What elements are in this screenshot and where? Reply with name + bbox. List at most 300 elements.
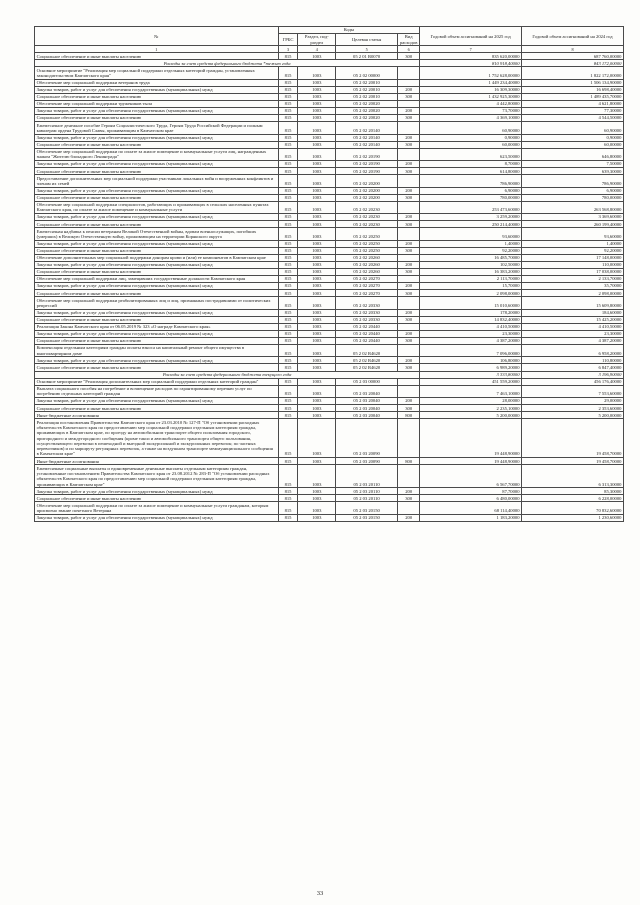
- row-name: Обеспечение мер социальной поддержки лиц, замещавших государственные должности Камчатского края: [35, 276, 279, 283]
- table-row: [35, 93, 624, 100]
- code-razdel: 1003: [298, 148, 336, 160]
- code-grbs: 815: [278, 148, 298, 160]
- code-target: 05 2 02 R4620: [336, 357, 398, 364]
- code-expense-type: [398, 67, 420, 79]
- amount-2025: 60,00000: [420, 141, 522, 148]
- amount-2025: 16 485,70000: [420, 254, 522, 261]
- amount-2024: 7 553,60000: [522, 385, 624, 397]
- code-target: 05 2 02 20270: [336, 276, 398, 283]
- code-target: 05 2 02 20010: [336, 79, 398, 86]
- amount-2024: 23,30000: [522, 330, 624, 337]
- table-row: [35, 419, 624, 458]
- amount-2024: 780,00000: [522, 194, 624, 201]
- amount-2024: 70 832,60000: [522, 502, 624, 514]
- table-row: [35, 254, 624, 261]
- amount-2024: 184,60000: [522, 309, 624, 316]
- code-expense-type: 300: [398, 268, 420, 275]
- table-row: [35, 67, 624, 79]
- code-razdel: 1003: [298, 357, 336, 364]
- code-grbs: 815: [278, 330, 298, 337]
- amount-2024: 1 230,60000: [522, 514, 624, 521]
- code-grbs: 815: [278, 458, 298, 465]
- code-razdel: 1003: [298, 115, 336, 122]
- row-name: Социальное обеспечение и иные выплаты населению: [35, 93, 279, 100]
- code-expense-type: [398, 254, 420, 261]
- header-vr: Вид расходов: [398, 34, 420, 46]
- code-razdel: 1003: [298, 175, 336, 187]
- code-razdel: 1003: [298, 79, 336, 86]
- code-razdel: 1003: [298, 502, 336, 514]
- code-grbs: 815: [278, 502, 298, 514]
- table-row: [35, 309, 624, 316]
- table-row: [35, 175, 624, 187]
- code-grbs: 815: [278, 134, 298, 141]
- code-grbs: 815: [278, 86, 298, 93]
- code-expense-type: [398, 228, 420, 240]
- code-target: 05 2 03 20090: [336, 458, 398, 465]
- row-name: Основное мероприятие "Реализация дополнительных мер социальной поддержки отдельных категорий граждан": [35, 378, 279, 385]
- amount-2024: 17 148,00000: [522, 254, 624, 261]
- amount-2024: 19 458,70000: [522, 419, 624, 458]
- code-grbs: 815: [278, 141, 298, 148]
- amount-2025: 4 369,10000: [420, 115, 522, 122]
- code-expense-type: 200: [398, 240, 420, 247]
- amount-2024: 60,00000: [522, 141, 624, 148]
- amount-2024: 2 353,60000: [522, 405, 624, 412]
- code-target: 05 2 03 20040: [336, 398, 398, 405]
- amount-2025: 6 989,20000: [420, 364, 522, 371]
- row-name: Закупка товаров, работ и услуг для обеспечения государственных (муниципальных) нужд: [35, 261, 279, 268]
- code-target: 05 2 02 20250: [336, 247, 398, 254]
- row-name: Закупка товаров, работ и услуг для обеспечения государственных (муниципальных) нужд: [35, 240, 279, 247]
- row-name: Социальное обеспечение и иные выплаты населению: [35, 221, 279, 228]
- code-target: 05 2 03 20110: [336, 465, 398, 488]
- code-target: 05 2 02 20330: [336, 309, 398, 316]
- amount-2024: 1 489 435,70000: [522, 93, 624, 100]
- code-expense-type: 200: [398, 398, 420, 405]
- code-expense-type: 300: [398, 290, 420, 297]
- row-name: Обеспечение мер социальной поддержки реабилитированных лиц и лиц, признанных пострадавшими от политических репрессий: [35, 297, 279, 309]
- code-expense-type: [398, 345, 420, 357]
- amount-2025: 786,90000: [420, 175, 522, 187]
- code-target: 05 2 02 20020: [336, 107, 398, 114]
- amount-2024: 5 200,00000: [522, 412, 624, 419]
- code-razdel: 1003: [298, 297, 336, 309]
- code-razdel: 1003: [298, 364, 336, 371]
- code-grbs: 815: [278, 405, 298, 412]
- amount-2024: 786,90000: [522, 175, 624, 187]
- code-target: 05 2 02 20200: [336, 187, 398, 194]
- row-name: Реализация постановления Правительства Камчатского края от 23.03.2010 № 127-П "Об установлении расходных обязательств Камчатского края по предоставлению мер социальной поддержки отдельным категориям граждан, проживающих в Камчатском крае, по проезду на автомобильном транспорте общего пользования городского, пригородного и междугородного сообщения (кроме такси и автомобильного транспорта общего пользования, осуществляющего перевозки в пешеходной и выездной экскурсионной и экскурсионных перевозок; по частных перевозчиков) и по маршруту регулярных перевозок, а также на воздушном транспорте межмуниципального сообщения в Камчатском крае": [35, 419, 279, 458]
- amount-2025: 5 200,00000: [420, 412, 522, 419]
- code-expense-type: 200: [398, 161, 420, 168]
- code-target: 05 2 02 20200: [336, 175, 398, 187]
- code-grbs: 815: [278, 261, 298, 268]
- row-name: Закупка товаров, работ и услуг для обеспечения государственных (муниципальных) нужд: [35, 161, 279, 168]
- code-grbs: 815: [278, 214, 298, 221]
- code-expense-type: 200: [398, 214, 420, 221]
- table-row: [35, 107, 624, 114]
- amount-2025: 451 559,20000: [420, 378, 522, 385]
- table-row: [35, 122, 624, 134]
- code-expense-type: [398, 100, 420, 107]
- amount-2025: 614,80000: [420, 168, 522, 175]
- amount-2024: 6 313,30000: [522, 465, 624, 488]
- code-razdel: 1003: [298, 86, 336, 93]
- code-grbs: 815: [278, 168, 298, 175]
- code-grbs: 815: [278, 122, 298, 134]
- code-grbs: 815: [278, 309, 298, 316]
- code-expense-type: 200: [398, 86, 420, 93]
- code-grbs: 815: [278, 221, 298, 228]
- header-cs: Целевая статья: [336, 34, 398, 46]
- table-row: [35, 261, 624, 268]
- code-expense-type: 300: [398, 405, 420, 412]
- row-name: Социальное обеспечение и иные выплаты населению: [35, 141, 279, 148]
- amount-2025: 7 463,10000: [420, 385, 522, 397]
- code-grbs: 815: [278, 228, 298, 240]
- code-grbs: 815: [278, 488, 298, 495]
- row-name: Обеспечение мер социальной поддержки специалистов, работающих и проживающих в сельских населенных пунктах Камчатского края, по оплате за жилое помещение и коммунальные услуги: [35, 201, 279, 213]
- code-razdel: 1003: [298, 309, 336, 316]
- code-razdel: 1003: [298, 276, 336, 283]
- code-razdel: 1003: [298, 405, 336, 412]
- table-row: [35, 148, 624, 160]
- code-grbs: 815: [278, 67, 298, 79]
- amount-2025: 1 432 925,30000: [420, 93, 522, 100]
- row-name: Социальное обеспечение и иные выплаты населению: [35, 495, 279, 502]
- row-name: Социальное обеспечение и иные выплаты населению: [35, 364, 279, 371]
- amount-2025: 0,90000: [420, 134, 522, 141]
- code-grbs: 815: [278, 514, 298, 521]
- amount-2025: 15,70000: [420, 283, 522, 290]
- amount-2025: 2 113,70000: [420, 276, 522, 283]
- amount-2025: 1 183,20000: [420, 514, 522, 521]
- row-name: Обеспечение дополнительных мер социальной поддержки донорам крови и (или) ее компонентов в Камчатском крае: [35, 254, 279, 261]
- amount-2024: 6 228,00000: [522, 495, 624, 502]
- code-razdel: 1003: [298, 107, 336, 114]
- header-grbs: ГРБС: [278, 34, 298, 46]
- amount-2025: 23,30000: [420, 330, 522, 337]
- amount-2025: 3 333,80000: [420, 371, 522, 378]
- code-grbs: 815: [278, 412, 298, 419]
- table-row: [35, 221, 624, 228]
- row-name: Социальное обеспечение и иные выплаты населению: [35, 194, 279, 201]
- code-razdel: 1003: [298, 337, 336, 344]
- code-grbs: 815: [278, 419, 298, 458]
- code-razdel: 1003: [298, 161, 336, 168]
- code-grbs: 815: [278, 316, 298, 323]
- code-grbs: 815: [278, 115, 298, 122]
- code-grbs: 815: [278, 100, 298, 107]
- code-razdel: 1003: [298, 465, 336, 488]
- code-expense-type: [398, 502, 420, 514]
- row-name: Обеспечение мер социальной поддержки тружеников тыла: [35, 100, 279, 107]
- amount-2025: 4 387,20000: [420, 337, 522, 344]
- amount-2024: 639,30000: [522, 168, 624, 175]
- amount-2025: 2 098,00000: [420, 290, 522, 297]
- amount-2024: 1 822 172,00000: [522, 67, 624, 79]
- amount-2025: 16 383,20000: [420, 268, 522, 275]
- code-razdel: 1003: [298, 214, 336, 221]
- table-row: [35, 60, 624, 67]
- header-v2: Годовой объем ассигнований на 2024 год: [522, 27, 624, 46]
- code-target: 05 2 02 R4620: [336, 364, 398, 371]
- code-razdel: 1003: [298, 268, 336, 275]
- code-expense-type: 300: [398, 316, 420, 323]
- row-name: Предоставление дополнительных мер социальной поддержки участникам локальных войн и вооруженных конфликтов и членам их семей: [35, 175, 279, 187]
- table-row: [35, 115, 624, 122]
- code-grbs: 815: [278, 385, 298, 397]
- header-v1: Годовой объем ассигнований на 2025 год: [420, 27, 522, 46]
- amount-2024: 263 568,80000: [522, 201, 624, 213]
- amount-2025: 16 309,30000: [420, 86, 522, 93]
- code-grbs: 815: [278, 345, 298, 357]
- code-grbs: 815: [278, 254, 298, 261]
- table-row: [35, 323, 624, 330]
- code-razdel: 1003: [298, 194, 336, 201]
- amount-2024: 6,90000: [522, 187, 624, 194]
- amount-2025: 6,90000: [420, 187, 522, 194]
- subtotal-label: Расходы за счет средств федерального бюджета *тежит года: [35, 60, 420, 67]
- table-row: [35, 357, 624, 364]
- table-row: [35, 201, 624, 213]
- amount-2024: 85,30000: [522, 488, 624, 495]
- code-target: 05 2 03 20110: [336, 495, 398, 502]
- code-expense-type: [398, 465, 420, 488]
- amount-2024: 77,30000: [522, 107, 624, 114]
- amount-2024: 2 098,00000: [522, 290, 624, 297]
- code-razdel: 1003: [298, 290, 336, 297]
- row-name: Социальное обеспечение и иные выплаты населению: [35, 53, 279, 60]
- row-name: Обеспечение мер социальной поддержки по оплате за жилое помещение и коммунальные услуги гражданам, которым присвоено звание почетного Ветерана: [35, 502, 279, 514]
- code-razdel: 1003: [298, 141, 336, 148]
- code-target: 05 2 03 20150: [336, 502, 398, 514]
- amount-2025: 14 832,40000: [420, 316, 522, 323]
- code-target: 05 2 02 20230: [336, 201, 398, 213]
- code-expense-type: 300: [398, 364, 420, 371]
- code-razdel: 1003: [298, 53, 336, 60]
- row-name: Социальное обеспечение и иные выплаты населению: [35, 268, 279, 275]
- code-target: 05 2 02 20200: [336, 194, 398, 201]
- row-name: Социальное обеспечение и иные выплаты населению: [35, 337, 279, 344]
- amount-2024: 15 425,20000: [522, 316, 624, 323]
- code-target: 05 2 03 20150: [336, 514, 398, 521]
- row-name: Социальное обеспечение и иные выплаты населению: [35, 290, 279, 297]
- amount-2024: 2 133,70000: [522, 276, 624, 283]
- code-razdel: 1003: [298, 240, 336, 247]
- code-razdel: 1003: [298, 419, 336, 458]
- code-grbs: 815: [278, 297, 298, 309]
- budget-table: [34, 26, 624, 522]
- code-expense-type: 300: [398, 53, 420, 60]
- row-name: Реализация Закона Камчатского края от 06.05.2019 № 323 «О награде Камчатского края»: [35, 323, 279, 330]
- code-razdel: 1003: [298, 134, 336, 141]
- table-row: [35, 495, 624, 502]
- table-row: [35, 514, 624, 521]
- code-target: 05 2 02 20190: [336, 148, 398, 160]
- header-razdel: Раздел, под-раздел: [298, 34, 336, 46]
- amount-2024: 1 506 134,90000: [522, 79, 624, 86]
- code-target: 05 2 02 20140: [336, 122, 398, 134]
- code-target: 05 2 01 R0070: [336, 53, 398, 60]
- code-expense-type: 200: [398, 187, 420, 194]
- col-index: 8: [522, 46, 624, 53]
- amount-2025: 623,50000: [420, 148, 522, 160]
- table-row: [35, 371, 624, 378]
- amount-2025: 253 473,60000: [420, 201, 522, 213]
- code-grbs: 815: [278, 93, 298, 100]
- code-grbs: 815: [278, 398, 298, 405]
- code-target: 05 2 02 20250: [336, 240, 398, 247]
- amount-2025: 835 620,00000: [420, 53, 522, 60]
- code-expense-type: 200: [398, 488, 420, 495]
- code-grbs: 815: [278, 79, 298, 86]
- table-row: [35, 228, 624, 240]
- table-row: [35, 405, 624, 412]
- code-expense-type: 300: [398, 194, 420, 201]
- code-target: 05 2 02 20330: [336, 316, 398, 323]
- table-row: [35, 240, 624, 247]
- amount-2024: 6 847,40000: [522, 364, 624, 371]
- code-expense-type: 300: [398, 168, 420, 175]
- amount-2024: 4 544,50000: [522, 115, 624, 122]
- table-row: [35, 100, 624, 107]
- amount-2024: 110,80000: [522, 357, 624, 364]
- row-name: Обеспечение мер социальной поддержки по оплате за жилое помещение и коммунальные услуги лиц, награжденных знаком "Жителю блокадного Ленинграда": [35, 148, 279, 160]
- row-name: Социальное обеспечение и иные выплаты населению: [35, 115, 279, 122]
- subtotal-label: Расходы за счет средств федерального бюджета текущего года: [35, 371, 420, 378]
- code-expense-type: [398, 419, 420, 458]
- amount-2025: 19 448,90000: [420, 458, 522, 465]
- table-row: [35, 385, 624, 397]
- row-name: Закупка товаров, работ и услуг для обеспечения государственных (муниципальных) нужд: [35, 398, 279, 405]
- row-name: Закупка товаров, работ и услуг для обеспечения государственных (муниципальных) нужд: [35, 214, 279, 221]
- table-row: [35, 364, 624, 371]
- row-name: Иные бюджетные ассигнования: [35, 458, 279, 465]
- amount-2024: 1,40000: [522, 240, 624, 247]
- row-name: Выплата социального пособия на погребение и возмещение расходов по гарантированному перечню услуг по погребению отдельных категорий граждан: [35, 385, 279, 397]
- code-target: 05 2 03 20090: [336, 419, 398, 458]
- table-row: [35, 330, 624, 337]
- amount-2025: 780,00000: [420, 194, 522, 201]
- amount-2025: 250 214,40000: [420, 221, 522, 228]
- table-row: [35, 458, 624, 465]
- row-name: Ежемесячные социальные выплаты и единовременные денежные выплаты отдельным категориям граждан, установленные постановлением Правительства Камчатского края от 23.08.2012 № 283-П "Об установлении расходных обязательств Камчатского края по предоставлению мер социальной поддержки отдельным категориям граждан, проживающих в Камчатском крае": [35, 465, 279, 488]
- code-target: 05 2 02 20020: [336, 115, 398, 122]
- header-num: №: [35, 27, 279, 46]
- table-row: [35, 194, 624, 201]
- table-row: [35, 141, 624, 148]
- code-razdel: 1003: [298, 100, 336, 107]
- amount-2024: 29,00000: [522, 398, 624, 405]
- code-target: 05 2 02 20440: [336, 330, 398, 337]
- amount-2025: 8,70000: [420, 161, 522, 168]
- amount-2025: 1 449 234,40000: [420, 79, 522, 86]
- row-name: Социальное обеспечение и иные выплаты населению: [35, 405, 279, 412]
- code-razdel: 1003: [298, 330, 336, 337]
- table-row: [35, 79, 624, 86]
- code-target: 05 2 02 20270: [336, 290, 398, 297]
- table-row: [35, 398, 624, 405]
- row-name: Иные бюджетные ассигнования: [35, 412, 279, 419]
- code-expense-type: 300: [398, 495, 420, 502]
- row-name: Закупка товаров, работ и услуг для обеспечения государственных (муниципальных) нужд: [35, 330, 279, 337]
- amount-2025: 1,40000: [420, 240, 522, 247]
- code-grbs: 815: [278, 53, 298, 60]
- code-target: 05 2 02 20230: [336, 214, 398, 221]
- code-target: 05 2 02 20260: [336, 254, 398, 261]
- code-expense-type: 200: [398, 261, 420, 268]
- code-target: 05 2 02 20260: [336, 268, 398, 275]
- code-razdel: 1003: [298, 323, 336, 330]
- code-expense-type: 200: [398, 514, 420, 521]
- amount-2025: 15 010,60000: [420, 297, 522, 309]
- table-row: [35, 378, 624, 385]
- code-target: 05 2 02 20440: [336, 337, 398, 344]
- code-expense-type: [398, 297, 420, 309]
- code-target: 05 2 02 20010: [336, 93, 398, 100]
- code-grbs: 815: [278, 161, 298, 168]
- amount-2024: 646,80000: [522, 148, 624, 160]
- code-razdel: 1003: [298, 398, 336, 405]
- code-expense-type: 300: [398, 337, 420, 344]
- table-row: [35, 502, 624, 514]
- code-grbs: 815: [278, 175, 298, 187]
- amount-2025: 2 235,10000: [420, 405, 522, 412]
- code-razdel: 1003: [298, 385, 336, 397]
- code-grbs: 815: [278, 495, 298, 502]
- amount-2024: 0,90000: [522, 134, 624, 141]
- table-row: [35, 53, 624, 60]
- amount-2025: 4 442,80000: [420, 100, 522, 107]
- amount-2025: 106,80000: [420, 357, 522, 364]
- code-expense-type: [398, 79, 420, 86]
- table-row: [35, 247, 624, 254]
- code-grbs: 815: [278, 290, 298, 297]
- code-razdel: 1003: [298, 495, 336, 502]
- code-target: 05 2 03 20040: [336, 412, 398, 419]
- row-name: Ежемесячное денежное пособие Героям Социалистического Труда, Героям Труда Российской Федерации и полным кавалерам ордена Трудовой Славы, проживающим в Камчатском крае: [35, 122, 279, 134]
- code-expense-type: 200: [398, 330, 420, 337]
- table-row: [35, 283, 624, 290]
- code-razdel: 1003: [298, 458, 336, 465]
- row-name: Социальное обеспечение и иные выплаты населению: [35, 247, 279, 254]
- amount-2025: 6 480,00000: [420, 495, 522, 502]
- table-row: [35, 187, 624, 194]
- code-target: 05 2 02 20190: [336, 161, 398, 168]
- code-grbs: 815: [278, 194, 298, 201]
- code-target: 05 2 02 20010: [336, 86, 398, 93]
- amount-2024: 17 038,00000: [522, 268, 624, 275]
- code-grbs: 815: [278, 268, 298, 275]
- code-grbs: 815: [278, 283, 298, 290]
- row-name: Закупка товаров, работ и услуг для обеспечения государственных (муниципальных) нужд: [35, 134, 279, 141]
- amount-2024: 110,00000: [522, 261, 624, 268]
- code-razdel: 1003: [298, 412, 336, 419]
- code-expense-type: [398, 276, 420, 283]
- row-name: Обеспечение мер социальной поддержки ветеранов труда: [35, 79, 279, 86]
- code-target: 05 2 02 20440: [336, 323, 398, 330]
- row-name: Закупка товаров, работ и услуг для обеспечения государственных (муниципальных) нужд: [35, 107, 279, 114]
- amount-2024: 687 760,00000: [522, 53, 624, 60]
- amount-2025: 60,90000: [420, 122, 522, 134]
- code-expense-type: 300: [398, 221, 420, 228]
- code-razdel: 1003: [298, 378, 336, 385]
- col-index: 5: [336, 46, 398, 53]
- code-grbs: 815: [278, 364, 298, 371]
- code-target: 05 2 03 20040: [336, 385, 398, 397]
